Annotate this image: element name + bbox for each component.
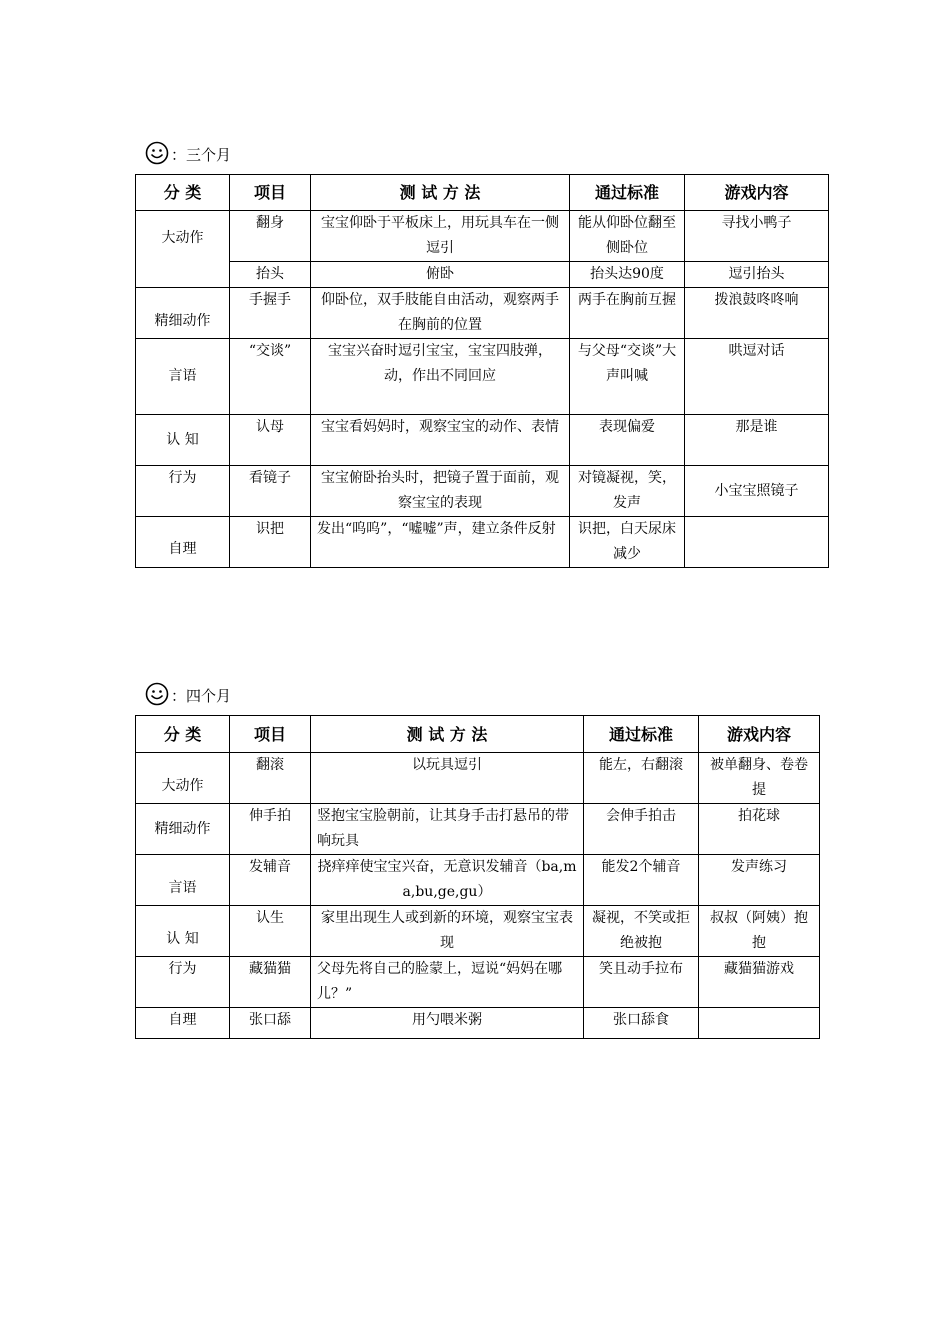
table-row — [136, 906, 820, 957]
table-header-row — [136, 175, 829, 211]
table-row — [136, 957, 820, 1008]
standard-cell: 识把，白天尿床减少 — [570, 517, 685, 568]
header-method: 测 试 方 法 — [311, 175, 570, 211]
item-cell: 伸手拍 — [230, 804, 311, 855]
header-item: 项目 — [230, 175, 311, 211]
method-cell: 宝宝俯卧抬头时，把镜子置于面前，观察宝宝的表现 — [311, 466, 570, 517]
method-cell: 以玩具逗引 — [311, 753, 584, 804]
item-cell: 看镜子 — [230, 466, 311, 517]
game-cell: 被单翻身、卷卷提 — [699, 753, 820, 804]
table-row — [136, 211, 829, 262]
table-row — [136, 753, 820, 804]
category-cell: 大动作 — [136, 753, 230, 804]
header-standard: 通过标准 — [584, 716, 699, 753]
header-game: 游戏内容 — [685, 175, 829, 211]
method-cell: 家里出现生人或到新的环境，观察宝宝表现 — [311, 906, 584, 957]
standard-cell: 与父母“交谈”大声叫喊 — [570, 339, 685, 415]
section-title-3-months — [145, 135, 231, 165]
method-cell: 宝宝兴奋时逗引宝宝，宝宝四肢弹，动，作出不同回应 — [311, 339, 570, 415]
standard-cell: 两手在胸前互握 — [570, 288, 685, 339]
item-cell: 识把 — [230, 517, 311, 568]
method-cell: 宝宝看妈妈时，观察宝宝的动作、表情 — [311, 415, 570, 466]
category-cell: 自理 — [136, 1008, 230, 1039]
header-standard: 通过标准 — [570, 175, 685, 211]
standard-cell: 凝视，不笑或拒绝被抱 — [584, 906, 699, 957]
table-row — [136, 517, 829, 568]
table-row — [136, 262, 829, 288]
standard-cell: 笑且动手拉布 — [584, 957, 699, 1008]
category-cell: 言语 — [136, 339, 230, 415]
game-cell: 叔叔（阿姨）抱抱 — [699, 906, 820, 957]
category-cell: 自理 — [136, 517, 230, 568]
game-cell — [685, 517, 829, 568]
game-cell: 寻找小鸭子 — [685, 211, 829, 262]
category-cell: 认 知 — [136, 906, 230, 957]
game-cell: 逗引抬头 — [685, 262, 829, 288]
table-row — [136, 804, 820, 855]
item-cell: 认母 — [230, 415, 311, 466]
item-cell: 认生 — [230, 906, 311, 957]
standard-cell: 张口舔食 — [584, 1008, 699, 1039]
method-cell: 挠痒痒使宝宝兴奋，无意识发辅音（ba,ma,bu,ge,gu） — [311, 855, 584, 906]
item-cell: 张口舔 — [230, 1008, 311, 1039]
table-row — [136, 339, 829, 415]
item-cell: 抬头 — [230, 262, 311, 288]
category-cell: 认 知 — [136, 415, 230, 466]
game-cell: 发声练习 — [699, 855, 820, 906]
table-row — [136, 288, 829, 339]
smiley-face-icon — [145, 682, 169, 706]
method-cell: 仰卧位，双手肢能自由活动，观察两手在胸前的位置 — [311, 288, 570, 339]
header-item: 项目 — [230, 716, 311, 753]
game-cell: 哄逗对话 — [685, 339, 829, 415]
item-cell: “交谈” — [230, 339, 311, 415]
standard-cell: 能从仰卧位翻至侧卧位 — [570, 211, 685, 262]
method-cell: 宝宝仰卧于平板床上，用玩具车在一侧逗引 — [311, 211, 570, 262]
section-title-text: ：四个月 — [171, 687, 232, 705]
category-cell: 行为 — [136, 957, 230, 1008]
method-cell: 俯卧 — [311, 262, 570, 288]
method-cell: 父母先将自己的脸蒙上，逗说“妈妈在哪儿？” — [311, 957, 584, 1008]
item-cell: 发辅音 — [230, 855, 311, 906]
category-cell: 言语 — [136, 855, 230, 906]
header-method: 测 试 方 法 — [311, 716, 584, 753]
table-3-months — [135, 174, 829, 568]
standard-cell: 表现偏爱 — [570, 415, 685, 466]
standard-cell: 抬头达90度 — [570, 262, 685, 288]
section-title-4-months — [145, 676, 231, 706]
method-cell: 用勺喂米粥 — [311, 1008, 584, 1039]
category-cell: 精细动作 — [136, 804, 230, 855]
game-cell: 拨浪鼓咚咚响 — [685, 288, 829, 339]
table-row — [136, 466, 829, 517]
item-cell: 翻身 — [230, 211, 311, 262]
section-title-text: ：三个月 — [171, 146, 232, 164]
standard-cell: 对镜凝视，笑，发声 — [570, 466, 685, 517]
category-cell: 精细动作 — [136, 288, 230, 339]
standard-cell: 能发2个辅音 — [584, 855, 699, 906]
item-cell: 翻滚 — [230, 753, 311, 804]
item-cell: 藏猫猫 — [230, 957, 311, 1008]
game-cell — [699, 1008, 820, 1039]
game-cell: 藏猫猫游戏 — [699, 957, 820, 1008]
table-4-months — [135, 715, 820, 1039]
method-cell: 发出“呜呜”，“嘘嘘”声，建立条件反射 — [311, 517, 570, 568]
item-cell: 手握手 — [230, 288, 311, 339]
header-category: 分 类 — [136, 716, 230, 753]
table-row — [136, 1008, 820, 1039]
game-cell: 拍花球 — [699, 804, 820, 855]
table-row — [136, 855, 820, 906]
table-row — [136, 415, 829, 466]
category-cell: 行为 — [136, 466, 230, 517]
standard-cell: 能左，右翻滚 — [584, 753, 699, 804]
header-game: 游戏内容 — [699, 716, 820, 753]
smiley-face-icon — [145, 141, 169, 165]
game-cell: 那是谁 — [685, 415, 829, 466]
game-cell: 小宝宝照镜子 — [685, 466, 829, 517]
standard-cell: 会伸手拍击 — [584, 804, 699, 855]
method-cell: 竖抱宝宝脸朝前，让其身手击打悬吊的带响玩具 — [311, 804, 584, 855]
header-category: 分 类 — [136, 175, 230, 211]
category-cell: 大动作 — [136, 211, 230, 288]
table-header-row — [136, 716, 820, 753]
